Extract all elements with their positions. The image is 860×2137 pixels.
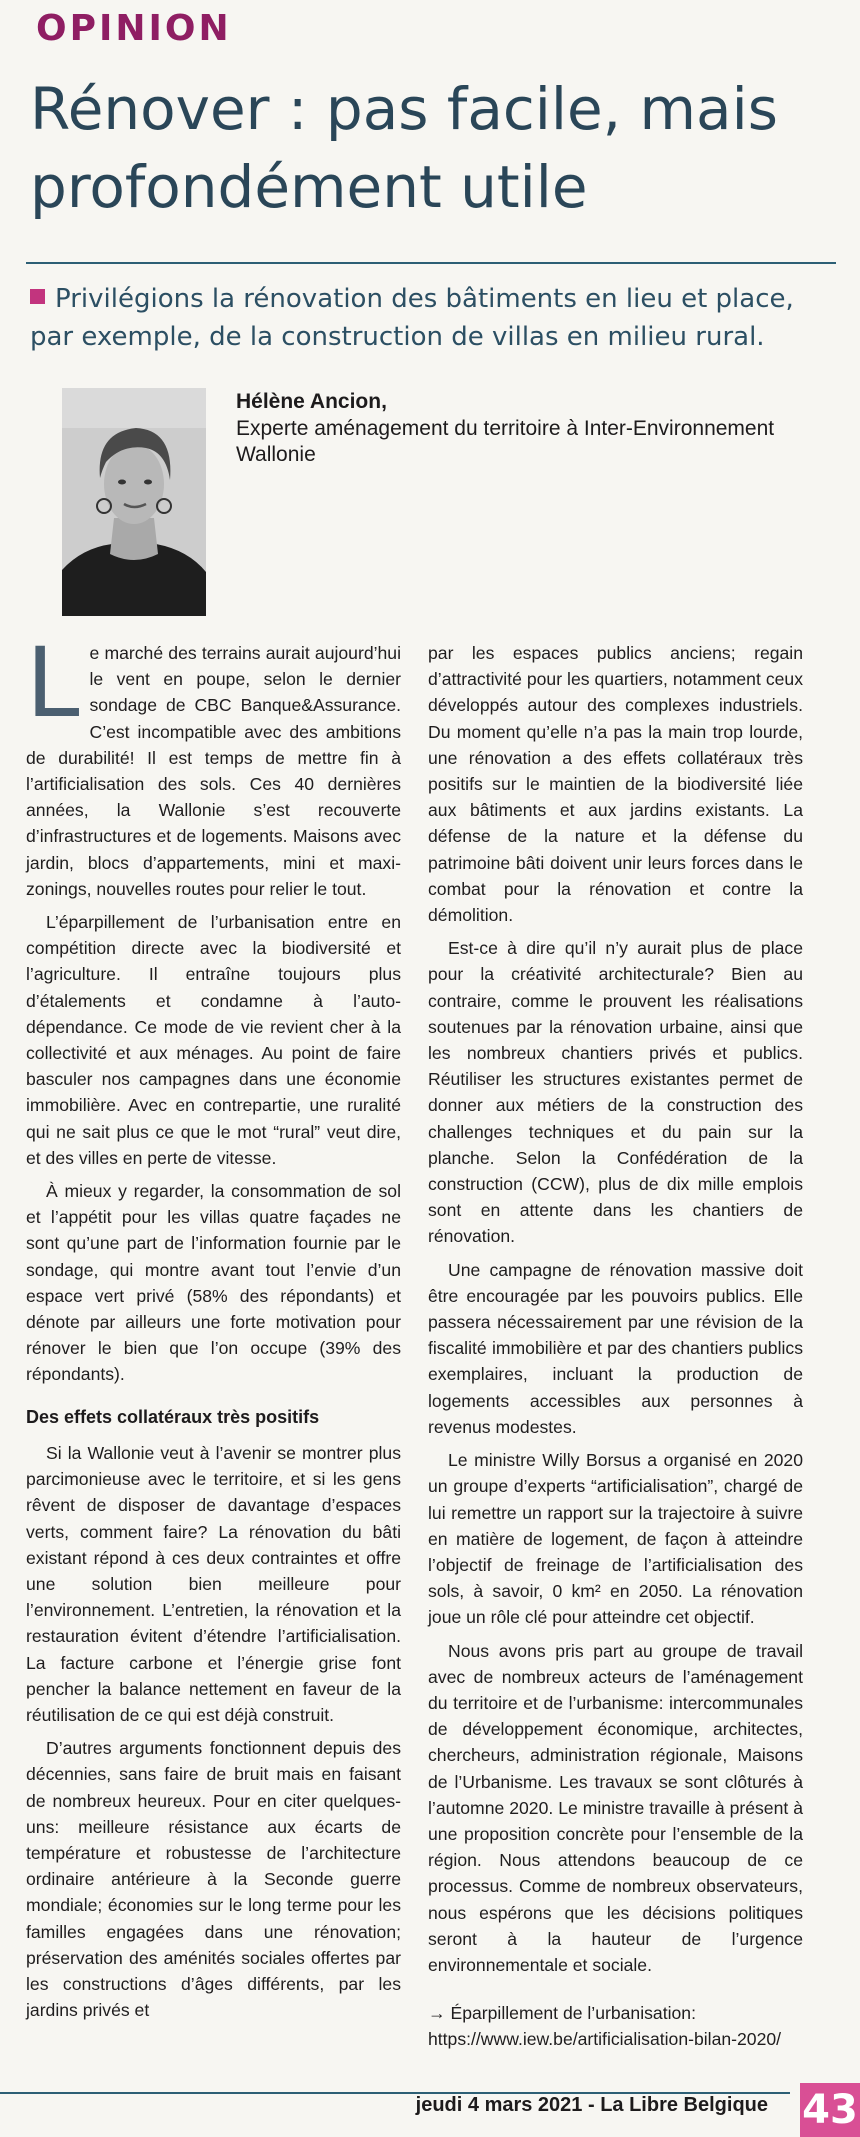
- footer-dateline: jeudi 4 mars 2021 - La Libre Belgique: [415, 2094, 768, 2116]
- lead-text: Privilégions la rénovation des bâtiments en lieu et place, par exemple, de la construction de villas en milieu rural.: [30, 284, 794, 352]
- page-number: 43: [800, 2083, 860, 2137]
- author-portrait-icon: [62, 388, 206, 616]
- author-name: Hélène Ancion,: [236, 390, 387, 413]
- author-photo: [62, 388, 206, 616]
- top-rule: [26, 262, 836, 264]
- subheading: Des effets collatéraux très positifs: [26, 1406, 320, 1427]
- article-paragraph: Nous avons pris part au groupe de travail avec de nombreux acteurs de l’aménagement du territoire et de l’urbanisme: intercommunales de développement économique, architectes, chercheurs, administration régionale, Maisons de l’Urbanisme. Les travaux se sont clôturés à l’automne 2020. Le ministre travaille à présent à une proposition concrète pour l’ensemble de la région. Nous attendons beaucoup de ce processus. Comme de nombreux observateurs, nous espérons que les décisions politiques seront à la hauteur de l’urgence environnementale et sociale.: [428, 1640, 803, 1975]
- dropcap: L: [26, 627, 80, 739]
- headline: Rénover : pas facile, mais profondément utile: [30, 75, 778, 221]
- author-role: Experte aménagement du territoire à Inter-Environnement Wallonie: [236, 417, 775, 466]
- article-paragraph: par les espaces publics anciens; regain d’attractivité pour les quartiers, notamment ceux développés autour des complexes industriels. Du moment qu’elle n’a pas la main trop lourde, une rénovation a des effets collatéraux très positifs sur le maintien de la biodiversité liée aux bâtiments et aux jardins existants. La défense de la nature et la défense du patrimoine bâti doivent unir leurs forces dans le combat pour la rénovation et contre la démolition.: [428, 643, 803, 926]
- article-paragraph: [26, 627, 401, 902]
- article-column-left: [26, 627, 401, 2030]
- article-paragraph: À mieux y regarder, la consommation de sol et l’appétit pour les villas quatre façades ne sont qu’une part de l’information fournie par le sondage, qui montre avant tout l’envie d’un espace vert privé (58% des répondants) et dénote par ailleurs une forte motivation pour rénover le bien que l’on occupe (39% des répondants).: [26, 1181, 401, 1385]
- article-column-right: [428, 640, 803, 2052]
- section-label: OPINION: [36, 8, 232, 49]
- source-link[interactable]: → Éparpillement de l’urbanisation: https://www.iew.be/artificialisation-bilan-2020/: [428, 2003, 782, 2050]
- article-paragraph: Une campagne de rénovation massive doit être encouragée par les pouvoirs publics. Elle passera nécessairement par une révision de la fiscalité immobilière et par des chantiers publics exemplaires, incluant la production de logements accessibles aux personnes à revenus modestes.: [428, 1259, 803, 1437]
- lead-paragraph: [30, 280, 820, 356]
- article-paragraph: Le ministre Willy Borsus a organisé en 2020 un groupe d’experts “artificialisation”, chargé de lui remettre un rapport sur la trajectoire à suivre en matière de logement, de façon à atteindre l’objectif de freinage de l’artificialisation des sols, à savoir, 0 km² en 2050. La rénovation joue un rôle clé pour atteindre cet objectif.: [428, 1450, 803, 1628]
- article-paragraph: Est-ce à dire qu’il n’y aurait plus de place pour la créativité architecturale? Bien au contraire, comme le prouvent les réalisations soutenues par la rénovation urbaine, ainsi que les nombreux chantiers privés et publics. Réutiliser les structures existantes permet de donner aux métiers de la construction des challenges techniques et du pain sur la planche. Selon la Confédération de la construction (CCW), plus de dix mille emplois sont en attente dans les chantiers de rénovation.: [428, 938, 803, 1247]
- paragraph-text: e marché des terrains aurait aujourd’hui le vent en poupe, selon le dernier sondage de CBC Banque&Assurance. C’est incompatible avec des ambitions de durabilité! Il est temps de mettre fin à l’artificialisation des sols. Ces 40 dernières années, la Wallonie s’est recouverte d’infrastructures et de logements. Maisons avec jardin, blocs d’appartements, mini et maxi-zonings, nouvelles routes pour relier le tout.: [26, 643, 401, 899]
- article-paragraph: Si la Wallonie veut à l’avenir se montrer plus parcimonieuse avec le territoire, et si les gens rêvent de disposer de davantage d’espaces verts, comment faire? La rénovation du bâti existant répond à ces deux contraintes et offre une solution bien meilleure pour l’environnement. L’entretien, la rénovation et la restauration évitent d’étendre l’artificialisation. La facture carbone et l’énergie grise font pencher la balance nettement en faveur de la réutilisation de ce qui est déjà construit.: [26, 1442, 401, 1725]
- lead-bullet-icon: [30, 289, 45, 304]
- article-paragraph: D’autres arguments fonctionnent depuis des décennies, sans faire de bruit mais en faisant de nombreux heureux. Pour en citer quelques-uns: meilleure résistance aux écarts de température et robustesse de l’architecture ordinaire antérieure à la Seconde guerre mondiale; économies sur le long terme pour les familles engagées dans une rénovation; préservation des aménités sociales offertes par les constructions d’âges différents, par les jardins privés et: [26, 1738, 401, 2021]
- article-paragraph: L’éparpillement de l’urbanisation entre en compétition directe avec la biodiversité et l’agriculture. Il entraîne toujours plus d’étalements et condamne à l’auto-dépendance. Ce mode de vie revient cher à la collectivité et aux ménages. Au point de faire basculer nos campagnes dans une économie immobilière. Avec en contrepartie, une ruralité qui ne sait plus ce que le mot “rural” veut dire, et des villes en perte de vitesse.: [26, 912, 401, 1168]
